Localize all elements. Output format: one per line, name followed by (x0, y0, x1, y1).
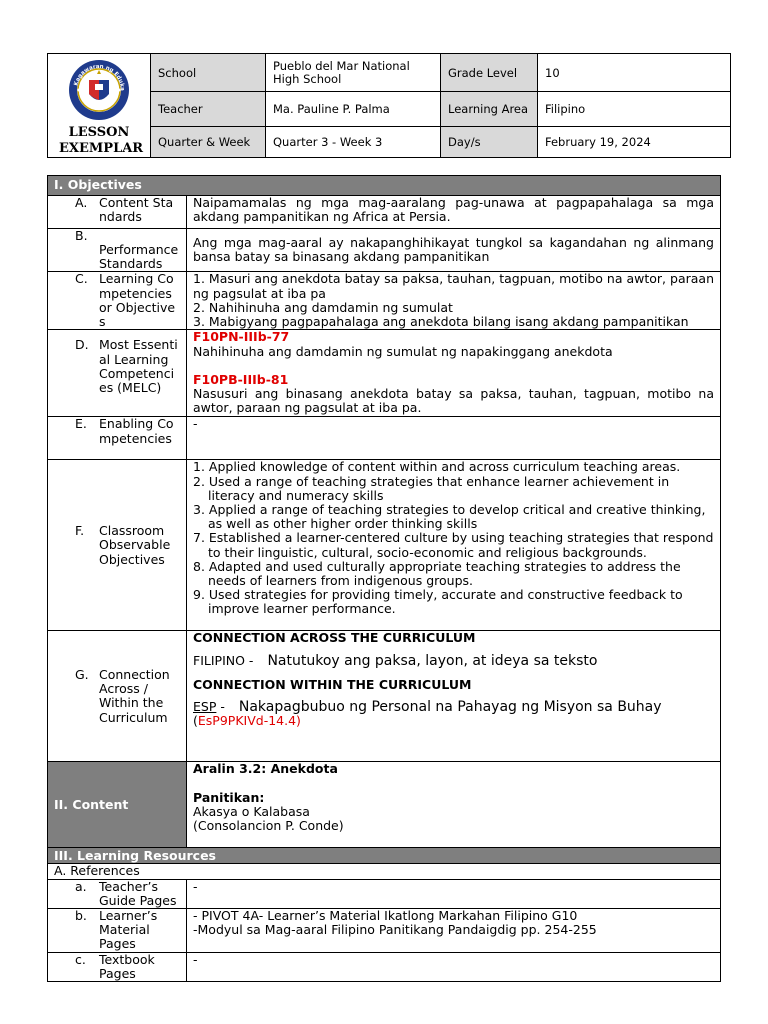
learners-material-cell (187, 909, 721, 953)
across-text: Natutukoy ang paksa, layon, at ideya sa teksto (267, 652, 598, 669)
objective-row-b (48, 229, 721, 272)
melc-cell (187, 330, 721, 417)
literature-author: (Consolancion P. Conde) (193, 818, 344, 834)
grade-label: Grade Level (441, 54, 538, 92)
day-value: February 19, 2024 (538, 127, 731, 158)
objective-row-f (48, 460, 721, 631)
learning-competencies-list (187, 272, 721, 330)
row-letter: D. (75, 337, 89, 353)
logo-cell (48, 54, 151, 158)
row-label: Enabling Competencies (99, 416, 174, 446)
lesson-title: Aralin 3.2: Anekdota (193, 761, 338, 777)
literature-title: Akasya o Kalabasa (193, 803, 310, 819)
across-subject: FILIPINO - (193, 652, 254, 668)
grade-value: 10 (538, 54, 731, 92)
row-letter: c. (75, 951, 86, 967)
row-label: Connection Across / Within the Curriculum (99, 667, 170, 725)
objective-row-d (48, 330, 721, 417)
row-letter: a. (75, 878, 87, 894)
textbook-pages-text: - (187, 952, 721, 981)
content-standards-text: Naipamamalas ng mga mag-aaralang pag-unawa at pagpapahalaga sa mga akdang pampanitikan ng Africa at Persia. (187, 196, 721, 229)
within-code: EsP9PKIVd-14.4) (197, 713, 301, 729)
content-heading: II. Content (48, 762, 187, 848)
row-letter: B. (75, 228, 88, 243)
connection-cell (187, 631, 721, 762)
list-item: 9. Used strategies for providing timely, accurate and constructive feedback to improve learner performance. (193, 587, 683, 617)
enabling-competencies-text: - (187, 417, 721, 460)
quarter-value: Quarter 3 - Week 3 (266, 127, 441, 158)
row-letter: b. (75, 908, 87, 924)
list-item: 1. Applied knowledge of content within and across curriculum teaching areas. (193, 459, 681, 475)
list-item: 2. Used a range of teaching strategies that enhance learner achievement in literacy and numeracy skills (193, 473, 670, 503)
resource-row-c (48, 952, 721, 981)
deped-seal-icon (67, 58, 131, 122)
objective-row-e (48, 417, 721, 460)
row-label: Classroom Observable Objectives (99, 523, 171, 567)
school-label: School (151, 54, 266, 92)
lesson-table (47, 175, 721, 982)
within-subject: ESP (193, 699, 217, 715)
within-text: Nakapagbubuo ng Personal na Pahayag ng Misyon sa Buhay (238, 699, 662, 716)
area-value: Filipino (538, 92, 731, 127)
performance-standards-text: Ang mga mag-aaral ay nakapanghihikayat tungkol sa kagandahan ng alinmang bansa batay sa binasang akdang pampanitikan (187, 229, 721, 272)
resource-row-a (48, 879, 721, 908)
lesson-exemplar-title: LESSON EXEMPLAR (59, 125, 144, 156)
row-letter: A. (75, 195, 88, 210)
within-dash: - (216, 699, 225, 715)
resources-heading: III. Learning Resources (48, 848, 721, 864)
header-table (47, 53, 731, 158)
objective-row-a (48, 196, 721, 229)
material-line: - PIVOT 4A- Learner’s Material Ikatlong Markahan Filipino G10 (193, 908, 578, 924)
row-label: Learner’s Material Pages (99, 908, 158, 952)
observable-objectives-list (187, 460, 721, 631)
content-row (48, 762, 721, 848)
list-item: 1. Masuri ang anekdota batay sa paksa, tauhan, tagpuan, motibo na awtor, paraan ng pagsulat at iba pa (193, 271, 714, 301)
svg-text:Kagawaran ng Edukasyon: Kagawaran ng Eduka (73, 63, 126, 91)
list-item: 8. Adapted and used culturally appropriate teaching strategies to address the needs of learners from indigenous groups. (193, 558, 681, 589)
row-label: Teacher’s Guide Pages (99, 878, 177, 908)
content-cell (187, 762, 721, 848)
list-item: 7. Established a learner-centered culture by using teaching strategies that respond to their linguistic, cultural, socio-economic and religious backgrounds. (193, 530, 714, 560)
melc-code: F10PN-IIIb-77 (193, 329, 290, 345)
row-label: Textbook Pages (99, 951, 155, 981)
references-label: A. References (48, 864, 721, 879)
row-letter: F. (75, 523, 85, 539)
objectives-heading: I. Objectives (48, 176, 721, 196)
resource-row-b (48, 909, 721, 953)
objective-row-g (48, 631, 721, 762)
within-title: CONNECTION WITHIN THE CURRICULUM (193, 676, 472, 692)
row-label: Content Standards (99, 195, 174, 225)
row-letter: C. (75, 271, 88, 287)
melc-code: F10PB-IIIb-81 (193, 371, 289, 387)
within-open-paren: ( (193, 713, 198, 729)
row-label: Performance Standards (99, 242, 179, 272)
objective-row-c (48, 272, 721, 330)
row-label: Most Essential Learning Competencies (MELC) (99, 337, 178, 396)
panitikan-label: Panitikan: (193, 789, 265, 805)
row-letter: E. (75, 416, 87, 432)
area-label: Learning Area (441, 92, 538, 127)
row-label: Learning Competencies or Objectives (99, 271, 176, 330)
melc-text: Nasusuri ang binasang anekdota batay sa paksa, tauhan, tagpuan, motibo na awtor, paraan ng pagsulat at iba pa. (193, 386, 714, 416)
list-item: 2. Nahihinuha ang damdamin ng sumulat (193, 299, 453, 315)
melc-text: Nahihinuha ang damdamin ng sumulat ng napakinggang anekdota (193, 343, 613, 359)
across-title: CONNECTION ACROSS THE CURRICULUM (193, 630, 476, 646)
list-item: 3. Mabigyang pagpapahalaga ang anekdota bilang isang akdang pampanitikan (193, 314, 689, 330)
school-value: Pueblo del Mar National High School (266, 54, 441, 92)
day-label: Day/s (441, 127, 538, 158)
quarter-label: Quarter & Week (151, 127, 266, 158)
teacher-label: Teacher (151, 92, 266, 127)
material-line: -Modyul sa Mag-aaral Filipino Panitikang Pandaigdig pp. 254-255 (193, 922, 597, 938)
teachers-guide-text: - (187, 879, 721, 908)
list-item: 3. Applied a range of teaching strategies to develop critical and creative thinking, as well as other higher order thinking skills (193, 502, 706, 532)
teacher-value: Ma. Pauline P. Palma (266, 92, 441, 127)
row-letter: G. (75, 667, 89, 682)
